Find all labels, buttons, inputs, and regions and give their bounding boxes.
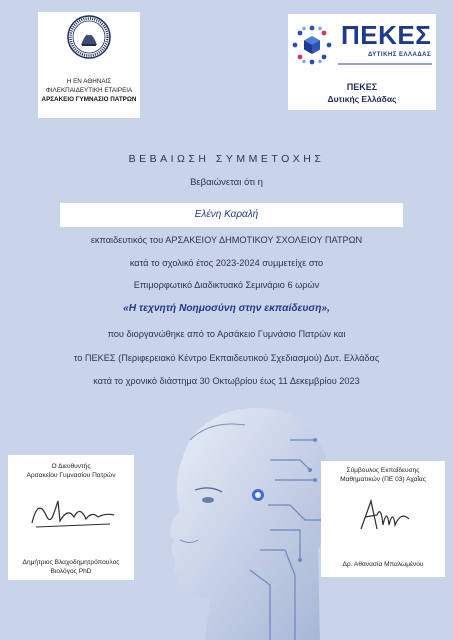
signature-right-icon [355, 495, 415, 537]
signer-name-right: Δρ. Αθανασία Μπαλωμένου [342, 561, 424, 568]
body-line-1: εκπαιδευτικός του ΑΡΣΑΚΕΙΟΥ ΔΗΜΟΤΙΚΟΥ ΣΧΟΛΕΙΟΥ ΠΑΤΡΩΝ [90, 235, 363, 245]
body-line-5: το ΠΕΚΕΣ (Περιφερειακό Κέντρο Εκπαιδευτικού Σχεδιασμού) Δυτ. Ελλάδας [73, 353, 380, 363]
arsakeio-logo-block [38, 12, 140, 118]
recipient-name: Ελένη Καραλή [194, 209, 259, 220]
body-line-3: Επιμορφωτικό Διαδικτυακό Σεμινάριο 6 ωρών [133, 280, 320, 290]
signer-role-line-2: Αρσακείου Γυμνασίου Πατρών [26, 472, 116, 479]
pekes-tagline-bar [338, 63, 432, 65]
org-line-3: ΑΡΣΑΚΕΙΟ ΓΥΜΝΑΣΙΟ ΠΑΤΡΩΝ [41, 96, 137, 103]
signer-role-line-2-right: Μαθηματικών (ΠΕ 03) Αχαΐας [340, 476, 426, 483]
signature-left-icon [28, 493, 118, 535]
pekes-wordmark: ΠΕΚΕΣ [341, 20, 432, 50]
pekes-logo-block [288, 14, 436, 110]
pekes-wordmark-sub: ΔΥΤΙΚΗΣ ΕΛΛΑΔΑΣ [368, 52, 432, 58]
org-line-2: ΦΙΛΕΚΠΑΙΔΕΥΤΙΚΗ ΕΤΑΙΡΕΙΑ [45, 87, 133, 94]
signer-role-line-1: Ο Διευθυντής [51, 463, 91, 470]
org-line-1: Η ΕΝ ΑΘΗΝΑΙΣ [66, 78, 112, 85]
pekes-region: Δυτικής Ελλάδας [327, 94, 397, 104]
certificate-title: ΒΕΒΑΙΩΣΗ ΣΥΜΜΕΤΟΧΗΣ [128, 153, 325, 165]
arsakeio-seal-icon [67, 15, 111, 59]
pekes-cube-icon [291, 24, 333, 66]
signature-block-left [8, 455, 134, 580]
signer-name-left: Δημήτριος Βλαχοδημητρόπουλος [22, 559, 120, 566]
body-line-4: που διοργανώθηκε από το Αρσάκειο Γυμνάσιο Πατρών και [107, 329, 346, 339]
certify-line: Βεβαιώνεται ότι η [190, 177, 263, 188]
body-line-2: κατά το σχολικό έτος 2023-2024 συμμετείχε στο [129, 258, 324, 268]
signer-role-line-1-right: Σύμβουλος Εκπαίδευσης [346, 467, 420, 474]
signer-title-left: Βιολόγος PhD [50, 568, 92, 575]
pekes-name: ΠΕΚΕΣ [346, 82, 378, 92]
body-line-6: κατά το χρονικό διάστημα 30 Οκτωβρίου έως 11 Δεκεμβρίου 2023 [93, 376, 360, 386]
ai-head-illustration [150, 400, 346, 640]
seminar-title: «Η τεχνητή Νοημοσύνη στην εκπαίδευση», [123, 303, 330, 314]
signature-block-right [321, 461, 445, 577]
